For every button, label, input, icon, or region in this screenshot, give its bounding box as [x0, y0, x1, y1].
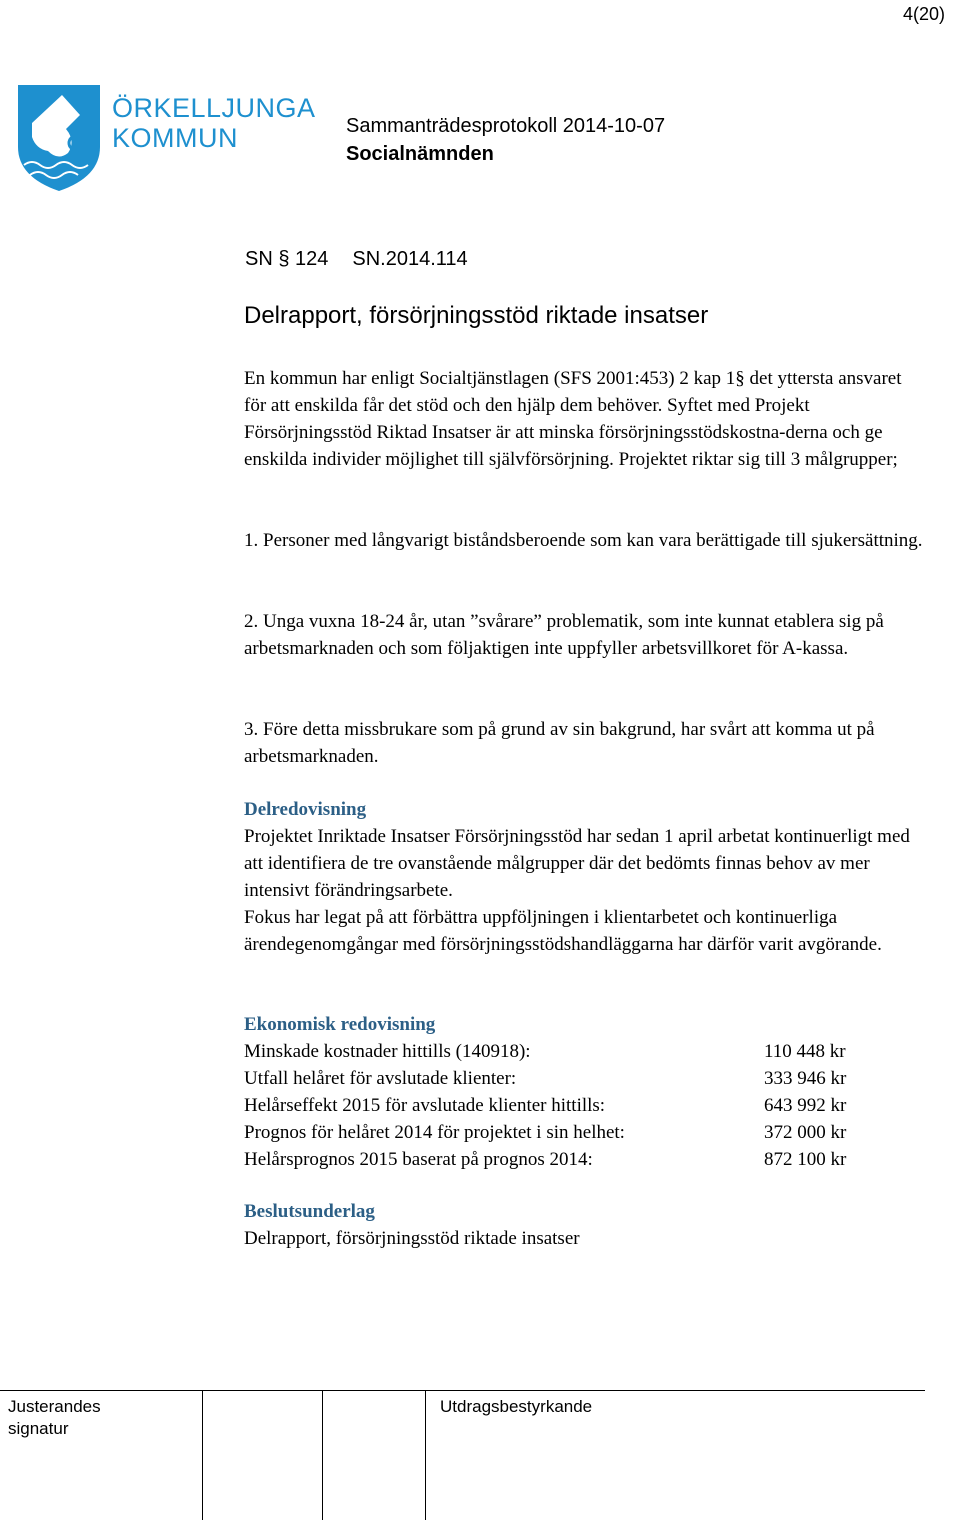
target-group-3: 3. Före detta missbrukare som på grund av sin bakgrund, har svårt att komma ut på arbetsmarknaden. — [244, 719, 875, 767]
case-id: SN.2014.114 — [352, 248, 468, 270]
ekonomi-label: Helårseffekt 2015 för avslutade klienter hittills: — [244, 1095, 606, 1116]
utdragsbestyrkande-label: Utdragsbestyrkande — [440, 1397, 593, 1416]
delredovisning-text-1: Projektet Inriktade Insatser Försörjningsstöd har sedan 1 april arbetat kontinuerligt med att identifiera de tre ovanstående målgrupper där det bedömts finnas behov av mer intensivt förändringsarbete. — [244, 826, 910, 901]
ekonomi-amount: 110 448 kr — [764, 1041, 846, 1062]
signature-box-separator — [202, 1390, 203, 1520]
municipality-logo-text — [112, 93, 316, 153]
ekonomi-row — [244, 1038, 924, 1065]
ekonomi-row — [244, 1092, 924, 1119]
footer-divider — [0, 1390, 925, 1391]
ekonomi-section — [244, 1011, 924, 1176]
ekonomi-label: Minskade kostnader hittills (140918): — [244, 1041, 531, 1062]
logo-line-2: KOMMUN — [112, 123, 238, 153]
protocol-title: Sammanträdesprotokoll 2014-10-07 — [346, 115, 666, 137]
meeting-header — [346, 112, 665, 168]
justerandes-signatur-label — [8, 1396, 101, 1440]
municipality-logo-icon — [18, 85, 100, 191]
beslutsunderlag-heading: Beslutsunderlag — [244, 1201, 375, 1222]
section-title: Delrapport, försörjningsstöd riktade insatser — [244, 302, 709, 329]
intro-text: En kommun har enligt Socialtjänstlagen (SFS 2001:453) 2 kap 1§ det yttersta ansvaret för att enskilda får det stöd och den hjälp dem behöver. Syftet med Projekt Försörjningsstöd Riktad Insatser är att minska försörjningsstödskostna-derna och ge enskilda individer möjlighet till självförsörjning. Projektet riktar sig till 3 målgrupper; — [244, 368, 902, 470]
justerandes-line-1: Justerandes — [8, 1397, 101, 1416]
section-number: SN § 124 — [245, 248, 329, 270]
page-number: 4(20) — [902, 4, 945, 24]
ekonomi-amount: 372 000 kr — [764, 1122, 847, 1143]
ekonomi-amount: 872 100 kr — [764, 1149, 847, 1170]
logo-line-1: ÖRKELLJUNGA — [112, 93, 316, 123]
ekonomi-row — [244, 1065, 924, 1092]
ekonomi-amount: 333 946 kr — [764, 1068, 847, 1089]
target-group-1: 1. Personer med långvarigt biståndsberoende som kan vara berättigade till sjukersättning. — [244, 530, 923, 551]
beslutsunderlag-section — [244, 1198, 924, 1252]
target-group-2: 2. Unga vuxna 18-24 år, utan ”svårare” problematik, som inte kunnat etablera sig på arbetsmarknaden och som följaktigen inte uppfyller arbetsvillkoret för A-kassa. — [244, 611, 884, 659]
ekonomi-label: Utfall helåret för avslutade klienter: — [244, 1068, 517, 1089]
ekonomi-label: Helårsprognos 2015 baserat på prognos 2014: — [244, 1149, 593, 1170]
section-reference — [245, 248, 468, 271]
justerandes-line-2: signatur — [8, 1419, 69, 1438]
signature-box-separator — [425, 1390, 426, 1520]
delredovisning-section — [244, 796, 924, 958]
ekonomi-row — [244, 1146, 924, 1173]
intro-paragraph — [244, 365, 924, 473]
delredovisning-heading: Delredovisning — [244, 799, 367, 820]
ekonomi-row — [244, 1119, 924, 1146]
beslutsunderlag-text: Delrapport, försörjningsstöd riktade insatser — [244, 1228, 580, 1249]
board-name: Socialnämnden — [346, 143, 494, 165]
delredovisning-text-2: Fokus har legat på att förbättra uppföljningen i klientarbetet och kontinuerliga ärendegenomgångar med försörjningsstödshandläggarna har därför varit avgörande. — [244, 907, 882, 955]
ekonomi-label: Prognos för helåret 2014 för projektet i sin helhet: — [244, 1122, 625, 1143]
ekonomi-amount: 643 992 kr — [764, 1095, 847, 1116]
signature-box-separator — [322, 1390, 323, 1520]
ekonomi-heading: Ekonomisk redovisning — [244, 1014, 436, 1035]
